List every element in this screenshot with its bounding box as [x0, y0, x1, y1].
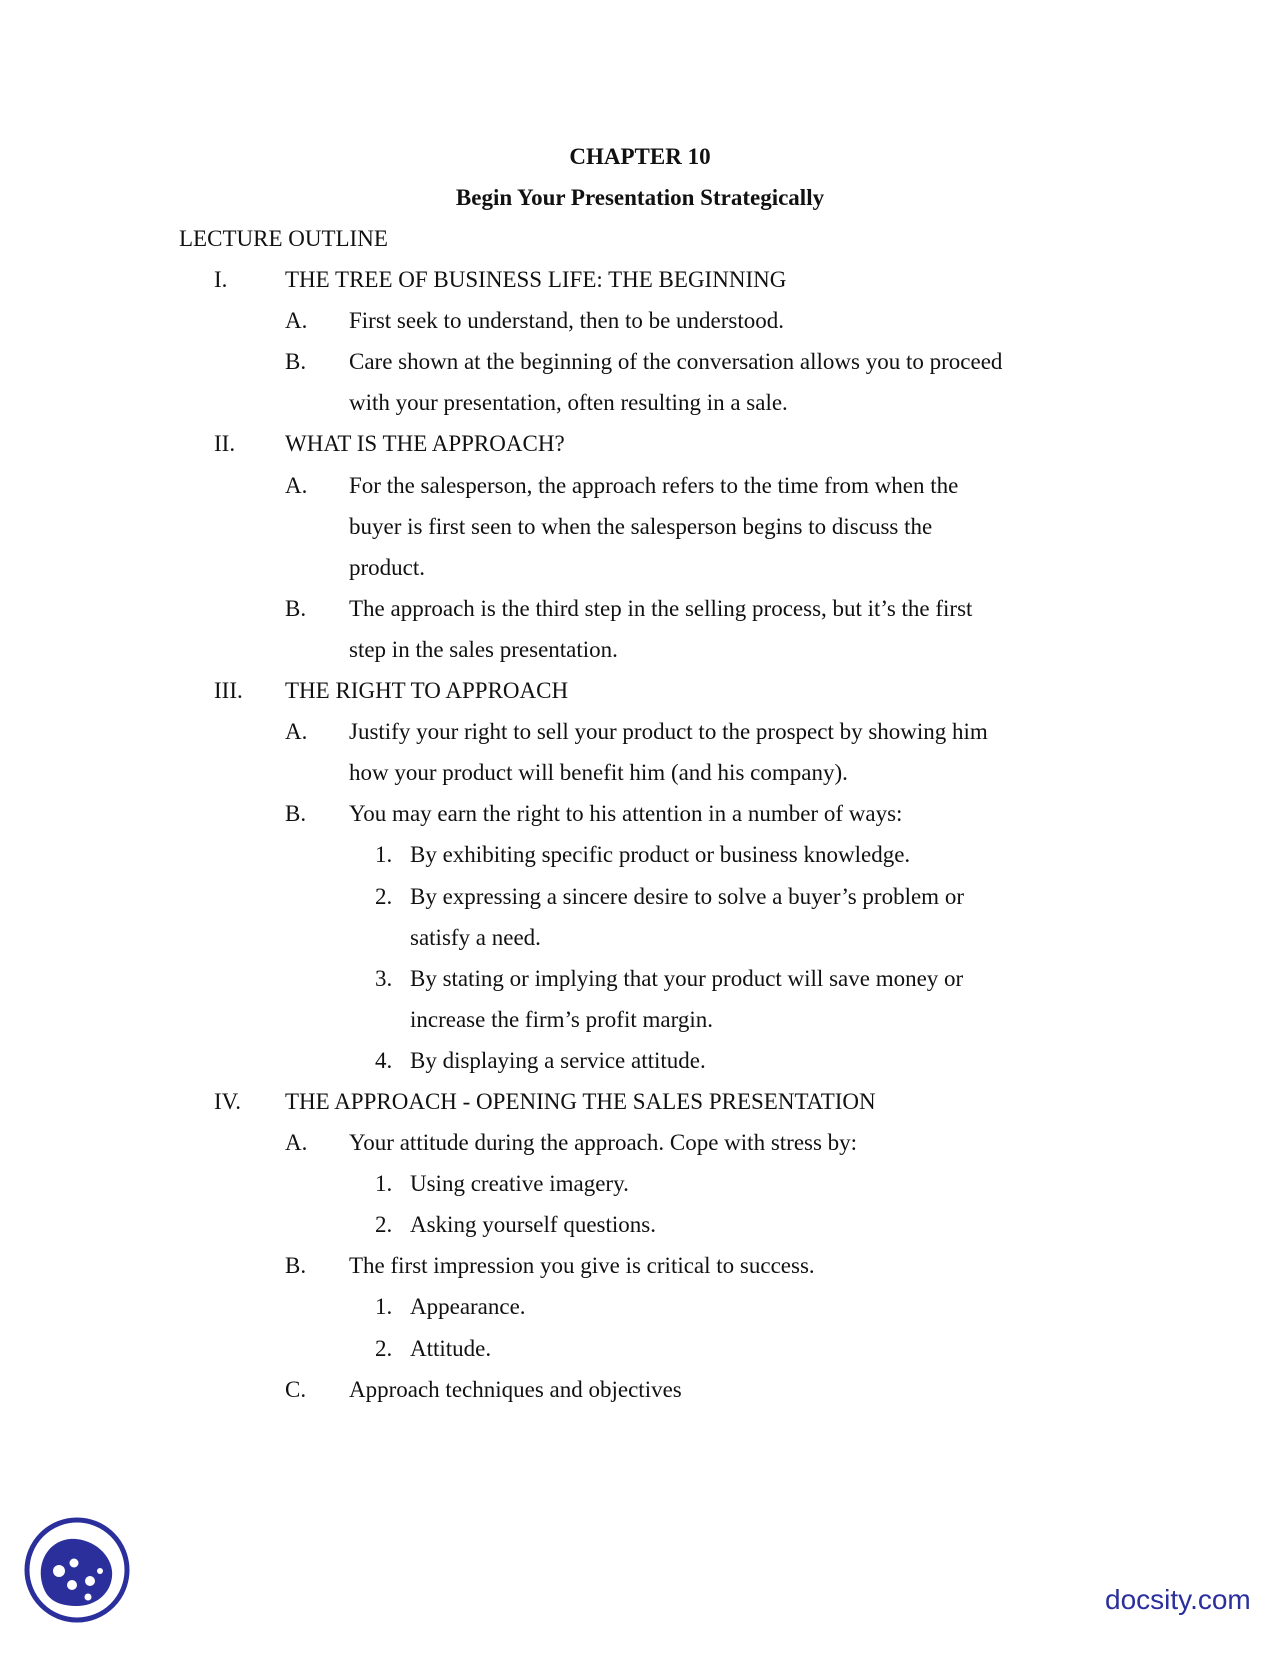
section-numeral: I. — [214, 267, 228, 292]
subitem-number: 2. — [375, 1336, 393, 1361]
item-letter: A. — [285, 1130, 308, 1155]
item-letter: B. — [285, 1253, 307, 1278]
subitem-text-line: By displaying a service attitude. — [410, 1048, 706, 1073]
subitem-text-line: By expressing a sincere desire to solve a buyer’s problem or — [410, 884, 964, 909]
item-letter: C. — [285, 1377, 307, 1402]
section-heading: THE TREE OF BUSINESS LIFE: THE BEGINNING — [285, 267, 787, 292]
subitem-number: 1. — [375, 1294, 393, 1319]
docsity-brand-link[interactable]: docsity.com — [1105, 1584, 1251, 1615]
item-text-line: First seek to understand, then to be understood. — [349, 308, 785, 333]
item-letter: B. — [285, 801, 307, 826]
subitem-text-line: By exhibiting specific product or business knowledge. — [410, 842, 911, 867]
section-heading: THE APPROACH - OPENING THE SALES PRESENTATION — [285, 1089, 876, 1114]
subitem-text-line: By stating or implying that your product will save money or — [410, 966, 964, 991]
item-text-line: how your product will benefit him (and his company). — [349, 760, 848, 785]
section-heading: WHAT IS THE APPROACH? — [285, 431, 565, 456]
item-text-line: with your presentation, often resulting in a sale. — [349, 390, 788, 415]
item-text-line: Justify your right to sell your product to the prospect by showing him — [349, 719, 988, 744]
item-letter: A. — [285, 719, 308, 744]
item-text-line: Your attitude during the approach. Cope with stress by: — [349, 1130, 858, 1155]
section-numeral: III. — [214, 678, 243, 703]
docsity-logo-icon — [22, 1515, 132, 1625]
item-text-line: You may earn the right to his attention in a number of ways: — [349, 801, 903, 826]
item-text-line: Care shown at the beginning of the conversation allows you to proceed — [349, 349, 1003, 374]
item-text-line: step in the sales presentation. — [349, 637, 618, 662]
section-numeral: II. — [214, 431, 236, 456]
subitem-number: 4. — [375, 1048, 393, 1073]
subitem-text-line: satisfy a need. — [410, 925, 541, 950]
item-text-line: The approach is the third step in the selling process, but it’s the first — [349, 596, 973, 621]
item-letter: B. — [285, 349, 307, 374]
subitem-number: 1. — [375, 842, 393, 867]
subitem-number: 1. — [375, 1171, 393, 1196]
item-text-line: product. — [349, 555, 426, 580]
subitem-text-line: Using creative imagery. — [410, 1171, 629, 1196]
subitem-number: 3. — [375, 966, 393, 991]
item-text-line: For the salesperson, the approach refers to the time from when the — [349, 473, 959, 498]
subitem-text-line: Appearance. — [410, 1294, 526, 1319]
item-letter: A. — [285, 473, 308, 498]
subitem-number: 2. — [375, 1212, 393, 1237]
section-heading: THE RIGHT TO APPROACH — [285, 678, 569, 703]
chapter-heading: CHAPTER 10 — [569, 144, 711, 169]
subitem-text-line: Attitude. — [410, 1336, 492, 1361]
subitem-text-line: Asking yourself questions. — [410, 1212, 656, 1237]
subitem-text-line: increase the firm’s profit margin. — [410, 1007, 713, 1032]
section-numeral: IV. — [214, 1089, 242, 1114]
outline-label: LECTURE OUTLINE — [179, 226, 388, 251]
item-letter: B. — [285, 596, 307, 621]
item-text-line: The first impression you give is critical to success. — [349, 1253, 815, 1278]
item-letter: A. — [285, 308, 308, 333]
document-title: Begin Your Presentation Strategically — [455, 185, 825, 210]
subitem-number: 2. — [375, 884, 393, 909]
item-text-line: buyer is first seen to when the salesperson begins to discuss the — [349, 514, 933, 539]
item-text-line: Approach techniques and objectives — [349, 1377, 682, 1402]
